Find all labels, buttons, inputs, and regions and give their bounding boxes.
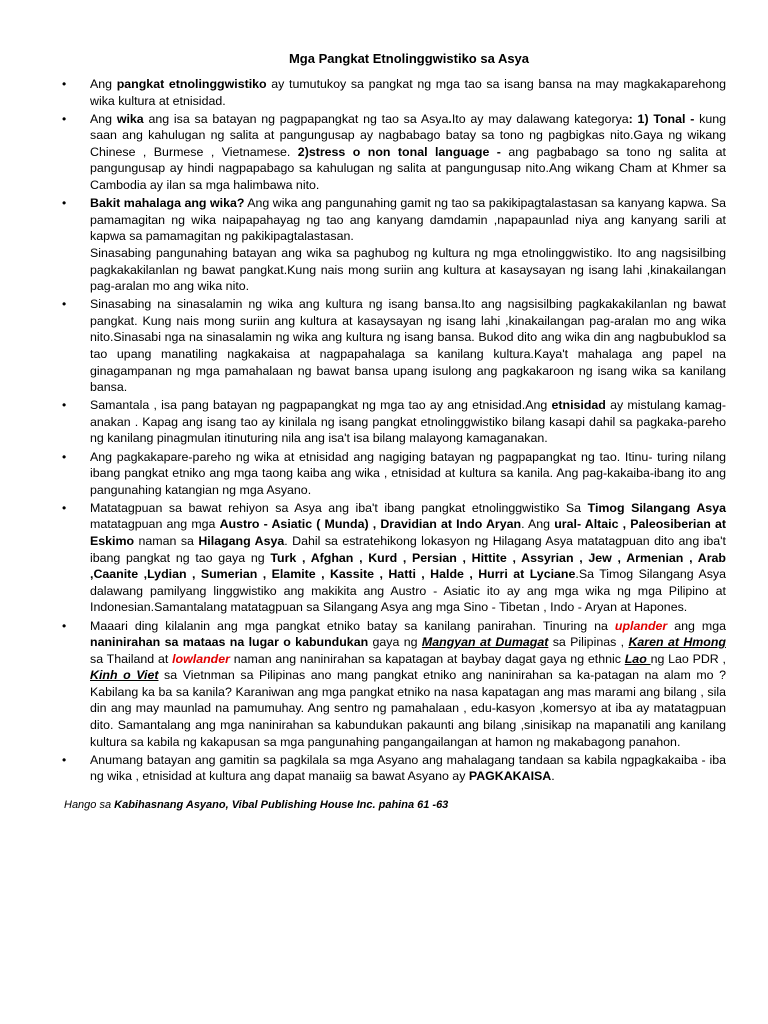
list-item: • Anumang batayan ang gamitin sa pagkilala sa mga Asyano ang mahalagang tandaan sa kabila ngpagkakaiba - iba ng wika , etnisidad at kultura ang dapat manaiig sa bawat Asyano ay PAGKAKAISA. (62, 752, 726, 784)
list-item: • Sinasabing na sinasalamin ng wika ang kultura ng isang bansa.Ito ang nagsisilbing pagkakakilanlan ng bawat pangkat. Kung nais mong suriin ang kultura at kasaysayan ng isang lahi ,kinakailangan pag-aralan mo ang wika nito.Sinasabi nga na sinasalamin ng wika ang kultura ng isang bansa. Bukod dito ang wika din ang nagbubuklod sa tao upang manatiling nagkakaisa at nagpapahalaga sa kanilang kultura.Kaya't mahalaga ang papel na ginagampanan ng mga pamahalaan ng bawat bansa upang isulong ang pagkakaroon ng isang wika sa kanilang bansa. (62, 297, 726, 395)
bullet-icon: • (62, 618, 67, 633)
source-citation: Hango sa Kabihasnang Asyano, Vibal Publishing House Inc. pahina 61 -63 (64, 798, 449, 811)
list-item: • Samantala , isa pang batayan ng pagpapangkat ng mga tao ay ang etnisidad.Ang etnisidad ay mistulang kamag-anakan . Kapag ang isang tao ay kinilala ng isang pangkat etnolinggwistiko bilang kasapi dahil sa pagkaka-pareho ng kanilang pinagmulan itinuturing nila ang isa't isa bilang malayong kamaganakan. (62, 398, 727, 446)
bullet-list (62, 76, 726, 785)
list-item: • Ang wika ang isa sa batayan ng pagpapangkat ng tao sa Asya.Ito ay may dalawang kategorya: 1) Tonal - kung saan ang kahulugan ng salita at pangungusap ay nagbabago batay sa tono ng pagbigkas nito.Gaya ng wikang Chinese , Burmese , Vietnamese. 2)stress o non tonal language - ang pagbabago sa tono ng salita at pangungusap ay hindi nagpapabago sa kahulugan ng salita at pangungusap nito.Ang wikang Cham at Khmer sa Cambodia ay ilan sa mga halimbawa nito. (62, 111, 726, 193)
bullet-icon: • (62, 449, 67, 464)
bullet-icon: • (62, 500, 67, 515)
bullet-icon: • (62, 752, 67, 767)
list-item: • Matatagpuan sa bawat rehiyon sa Asya ang iba't ibang pangkat etnolinggwistiko Sa Timog Silangang Asya matatagpuan ang mga Austro - Asiatic ( Munda) , Dravidian at Indo Aryan. Ang ural- Altaic , Paleosiberian at Eskimo naman sa Hilagang Asya. Dahil sa estratehikong lokasyon ng Hilagang Asya matatagpuan dito ang iba't ibang pangkat ng tao gaya ng Turk , Afghan , Kurd , Persian , Hittite , Assyrian , Jew , Armenian , Arab ,Caanite ,Lydian , Sumerian , Elamite , Kassite , Hatti , Halde , Hurri at Lyciane.Sa Timog Silangang Asya dalawang pamilyang linggwistiko ang makikita ang Austro - Asiatic ito ay ang mga wika ng mga Pilipino at Indonesian.Samantalang matatagpuan sa Silangang Asya ang mga Sino - Tibetan , Indo - Aryan at Hapones. (62, 500, 726, 615)
bullet-icon: • (62, 111, 67, 126)
bullet-icon: • (62, 196, 67, 211)
list-item: • Ang pangkat etnolinggwistiko ay tumutukoy sa pangkat ng mga tao sa isang bansa na may magkakaparehong wika kultura at etnisidad. (62, 77, 726, 108)
list-item: • Bakit mahalaga ang wika? Ang wika ang pangunahing gamit ng tao sa pakikipagtalastasan sa kanyang kapwa. Sa pamamagitan ng wika naipapahayag ng tao ang kanyang damdamin ,napapaunlad niya ang kanyang sarili at kapwa sa pamamagitan ng pakikipagtalastasan. Sinasabing pangunahing batayan ang wika sa paghubog ng kultura ng mga etnolinggwistiko. Ito ang nagsisilbing pagkakakilanlan ng bawat pangkat.Kung nais mong suriin ang kultura at kasaysayan ng isang lahi ,kinakailangan pag-aralan mo ang wika nito. (62, 196, 726, 294)
bullet-icon: • (62, 77, 67, 91)
list-item: • Ang pagkakapare-pareho ng wika at etnisidad ang nagiging batayan ng pagpapangkat ng tao. Itinu- turing nilang ibang pangkat etniko ang mga taong kaiba ang wika , etnisidad at kultura sa kanila. Ang pag-kakaiba-ibang ito ang pangunahing katangian ng mga Asyano. (62, 449, 726, 497)
bullet-icon: • (62, 398, 67, 413)
bullet-icon: • (62, 297, 67, 312)
list-item: • Maaari ding kilalanin ang mga pangkat etniko batay sa kanilang panirahan. Tinuring na uplander ang mga naninirahan sa mataas na lugar o kabundukan gaya ng Mangyan at Dumagat sa Pilipinas , Karen at Hmong sa Thailand at lowlander naman ang naninirahan sa kapatagan at baybay dagat gaya ng ethnic Lao ng Lao PDR , Kinh o Viet sa Vietnman sa Pilipinas ano mang pangkat etniko ang naninirahan sa ka-patagan na alam mo ?Kabilang ka ba sa kanila? Karaniwan ang mga pangkat etniko na nasa kapatagan ang mas marami ang bilang , sila din ang may maunlad na pamumuhay. Ang sentro ng pamahalaan , edu-kasyon ,komersyo at iba ay matatagpuan dito. Samantalang ang mga naninirahan sa kabundukan pakaunti ang bilang ,sinisikap na mapanatili ang kanilang kultura sa kabila ng kakapusan sa mga pangunahing pangangailangan at hamon ng makabagong panahon. (62, 618, 726, 749)
document-title: Mga Pangkat Etnolinggwistiko sa Asya (288, 51, 530, 66)
